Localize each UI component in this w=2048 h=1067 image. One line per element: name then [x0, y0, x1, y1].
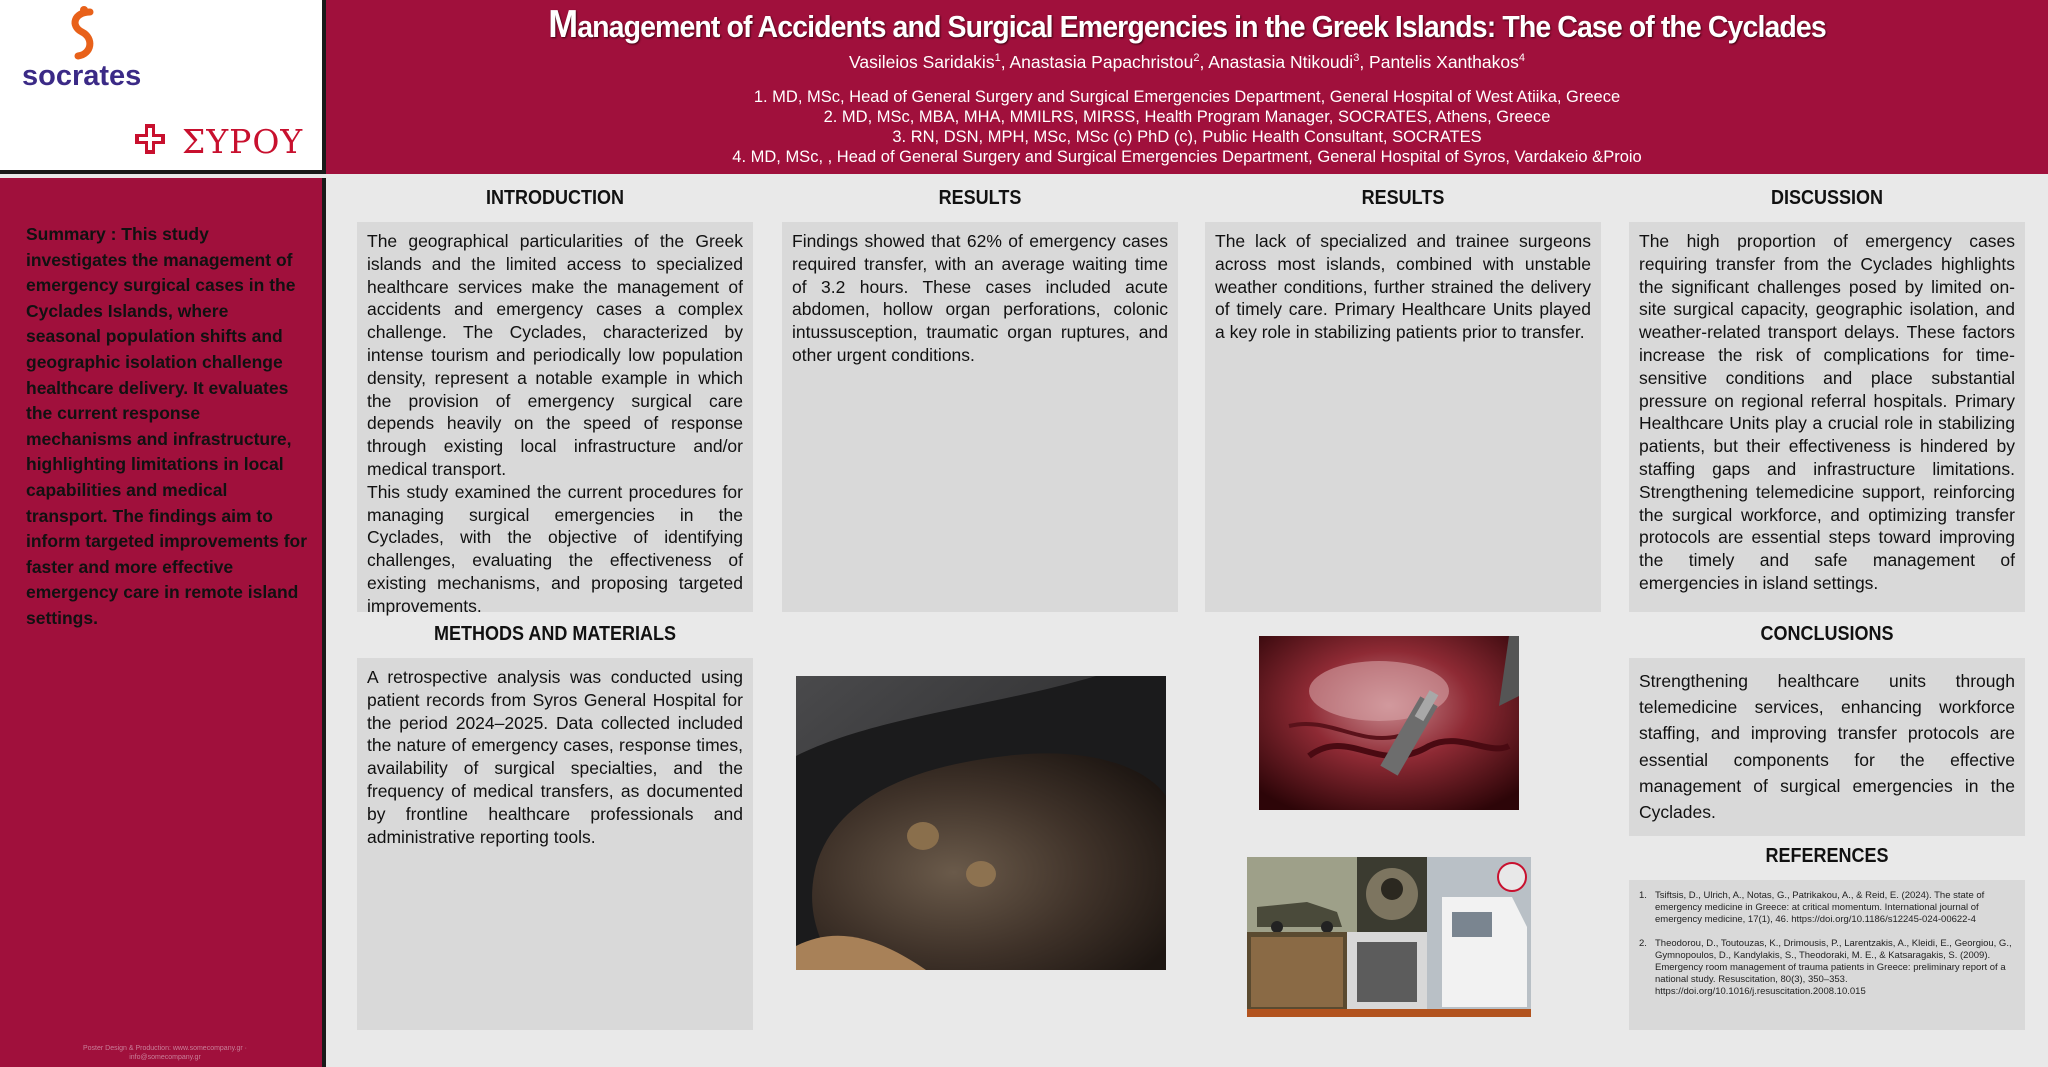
methods-panel	[357, 658, 753, 1030]
discussion-paragraph: The high proportion of emergency cases requiring transfer from the Cyclades highlights the significant challenges posed by limited on-site surgical capacity, geographic isolation, and weather-related transport delays. These factors increase the risk of complications for time-sensitive conditions and place substantial pressure on regional referral hospitals. Primary Healthcare Units play a crucial role in stabilizing patients, but their effectiveness is hindered by staffing gaps and infrastructure limitations. Strengthening telemedicine support, reinforcing the surgical workforce, and optimizing transfer protocols are essential steps toward improving the timely and safe management of emergencies in island settings.	[1639, 231, 2015, 593]
summary-text: Summary : This study investigates the management of emergency surgical cases in the Cyclades Islands, where seasonal population shifts and geographic isolation challenge healthcare delivery. It evaluates the current response mechanisms and infrastructure, highlighting limitations in local capabilities and medical transport. The findings aim to inform targeted improvements for faster and more effective emergency care in remote island settings.	[26, 224, 308, 628]
introduction-paragraph: This study examined the current procedures for managing surgical emergencies in the Cyclades, with the objective of identifying challenges, evaluating the effectiveness of existing mechanisms, and proposing targeted improvements.	[367, 481, 743, 616]
discussion-heading: DISCUSSION	[1770, 187, 1884, 209]
author-name: Pantelis Xanthakos	[1369, 51, 1519, 72]
syros-logo-text: ΣΥΡΟΥ	[182, 122, 304, 161]
finger-image	[796, 676, 1166, 970]
clinical-photo-finger	[796, 676, 1166, 970]
footer-note: Poster Design & Production: www.somecompany.gr · info@somecompany.gr	[82, 1045, 248, 1061]
results-panel	[782, 222, 1178, 612]
methods-heading: METHODS AND MATERIALS	[433, 623, 676, 645]
socrates-logo-text: socrates	[22, 60, 142, 92]
poster-title: Management of Accidents and Surgical Emergencies in the Greek Islands: The Case of the Cyclades	[548, 3, 1826, 46]
socrates-logo-icon	[60, 6, 112, 64]
reference-item: 1. Tsiftsis, D., Ulrich, A., Notas, G., Patrikakou, A., & Reid, E. (2024). The state of emergency medicine in Greece: at critical momentum. International journal of emergency medicine, 17(1), 46. https://doi.org/10.1186/s12245-024-00622-4	[1639, 890, 1985, 925]
ambulance-collage-photo	[1247, 857, 1531, 1017]
methods-paragraph: A retrospective analysis was conducted using patient records from Syros General Hospital for the period 2024–2025. Data collected included the nature of emergency cases, response times, availability of surgical specialties, and the frequency of medical transfers, as documented by frontline healthcare professionals and administrative reporting tools.	[367, 667, 743, 847]
affiliation-line: 3. RN, DSN, MPH, MSc, MSc (c) PhD (c), Public Health Consultant, SOCRATES	[892, 127, 1482, 146]
results-paragraph: Findings showed that 62% of emergency cases required transfer, with an average waiting time of 3.2 hours. These cases included acute abdomen, hollow organ perforations, colonic intussusception, traumatic organ ruptures, and other urgent conditions.	[792, 231, 1168, 365]
conclusions-paragraph: Strengthening healthcare units through telemedicine services, enhancing workforce staffing, and improving transfer protocols are essential components for the effective management of surgical emergencies in the Cyclades.	[1639, 671, 2015, 823]
reference-item: 2. Theodorou, D., Toutouzas, K., Drimousis, P., Larentzakis, A., Kleidi, E., Georgiou, G., Gymnopoulos, D., Kandylakis, S., Theodoraki, M. E., & Katsaragakis, S. (2009). Emergency room management of trauma patients in Greece: preliminary report of a national study. Resuscitation, 80(3), 350–353. https://doi.org/10.1016/j.resuscitation.2008.10.015	[1639, 938, 2012, 997]
conclusions-panel	[1629, 658, 2025, 836]
affiliation-line: 1. MD, MSc, Head of General Surgery and Surgical Emergencies Department, General Hospital of West Atiika, Greece	[753, 87, 1621, 106]
reference-list	[1639, 890, 2015, 998]
laparoscopy-image	[1259, 636, 1519, 810]
red-cross-icon	[133, 122, 167, 156]
author-list: Vasileios Saridakis$^1$, Anastasia Papachristou$^2$, Anastasia Ntikoudi$^3$, Pantelis Xanthakos$^4$	[849, 51, 1525, 72]
results-heading-2: RESULTS	[1361, 187, 1445, 209]
author-name: Anastasia Papachristou	[1009, 51, 1194, 72]
introduction-panel	[357, 222, 753, 616]
references-panel	[1629, 880, 2025, 1030]
results-panel-2	[1205, 222, 1601, 612]
author-name: Anastasia Ntikoudi	[1208, 51, 1354, 72]
conclusions-heading: CONCLUSIONS	[1760, 623, 1894, 645]
poster-header	[326, 0, 2048, 174]
ambulance-collage-image	[1247, 857, 1531, 1017]
affiliations	[326, 87, 2048, 167]
results-paragraph: The lack of specialized and trainee surgeons across most islands, combined with unstable weather conditions, further strained the delivery of timely care. Primary Healthcare Units played a key role in stabilizing patients prior to transfer.	[1215, 231, 1591, 343]
logo-panel	[0, 0, 326, 174]
references-heading: REFERENCES	[1765, 845, 1889, 867]
author-name: Vasileios Saridakis	[849, 51, 995, 72]
introduction-paragraph: The geographical particularities of the Greek islands and the limited access to specialized healthcare services make the management of accidents and emergency cases a complex challenge. The Cyclades, characterized by intense tourism and periodically low population density, represent a notable example in which the provision of emergency surgical care depends heavily on the speed of response through existing local infrastructure and/or medical transport.	[367, 231, 743, 479]
results-heading: RESULTS	[938, 187, 1022, 209]
summary-sidebar	[0, 178, 326, 1067]
affiliation-line: 4. MD, MSc, , Head of General Surgery and Surgical Emergencies Department, General Hospital of Syros, Vardakeio &Proio	[732, 147, 1642, 166]
discussion-panel	[1629, 222, 2025, 612]
laparoscopy-photo	[1259, 636, 1519, 810]
affiliation-line: 2. MD, MSc, MBA, MHA, MMILRS, MIRSS, Health Program Manager, SOCRATES, Athens, Greece	[823, 107, 1551, 126]
introduction-heading: INTRODUCTION	[485, 187, 624, 209]
